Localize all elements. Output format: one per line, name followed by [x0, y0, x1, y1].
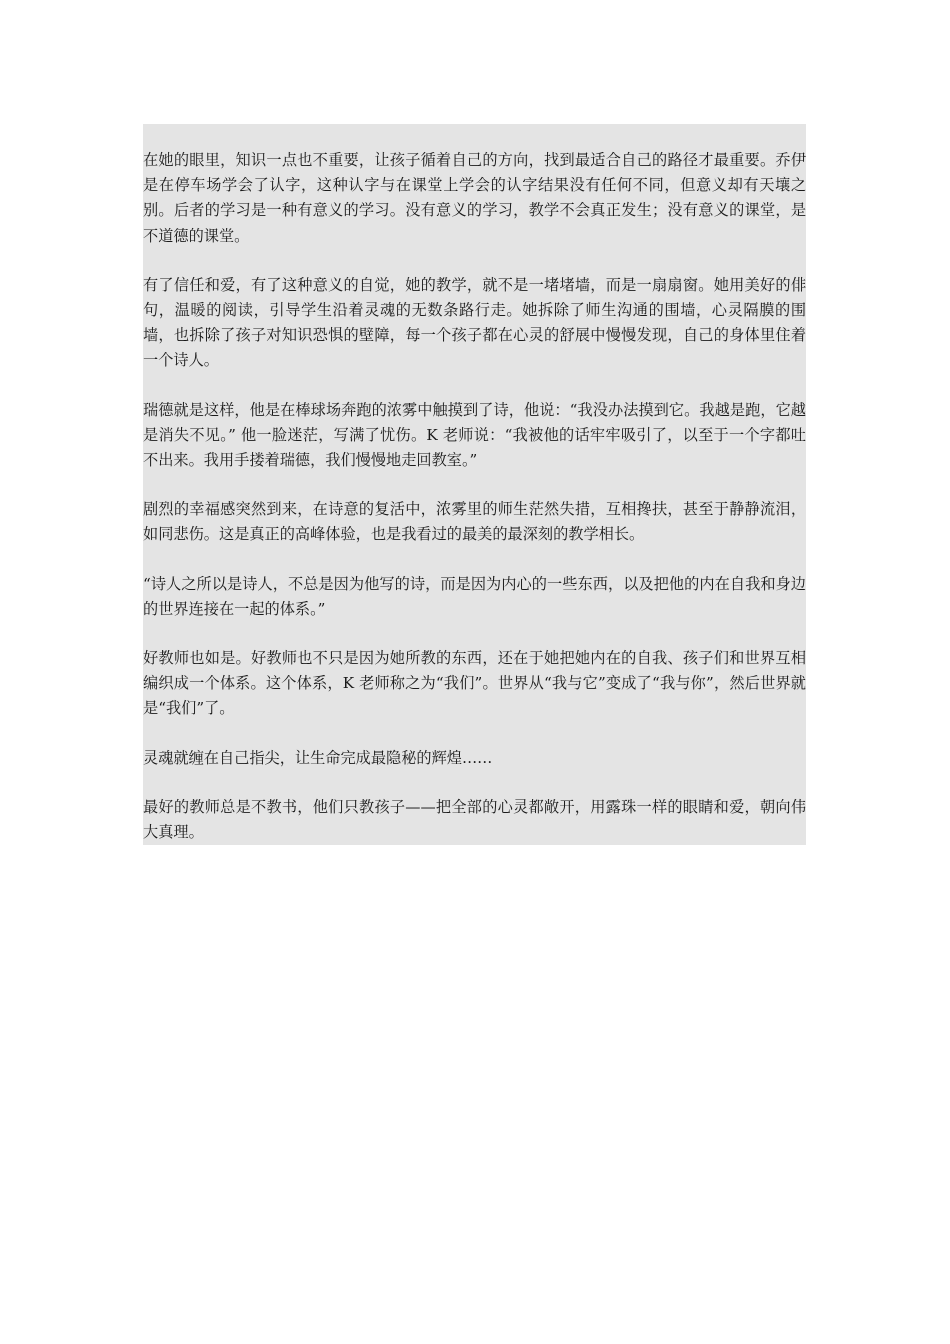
paragraph-5: “诗人之所以是诗人，不总是因为他写的诗，而是因为内心的一些东西，以及把他的内在自我和身边的世界连接在一起的体系。”: [143, 574, 806, 618]
paragraph-gap: [143, 374, 806, 398]
paragraph-gap: [143, 771, 806, 795]
paragraph-6: 好教师也如是。好教师也不只是因为她所教的东西，还在于她把她内在的自我、孩子们和世界互相编织成一个体系。这个体系，K 老师称之为“我们”。世界从“我与它”变成了“我与你”，然后世界就是“我们”了。: [143, 649, 806, 718]
paragraph-4: 剧烈的幸福感突然到来，在诗意的复活中，浓雾里的师生茫然失措，互相搀扶，甚至于静静流泪，如同悲伤。这是真正的高峰体验，也是我看过的最美的最深刻的教学相长。: [143, 500, 806, 544]
paragraph-gap: [143, 722, 806, 746]
top-blank-band: [143, 124, 806, 148]
paragraph-1: 在她的眼里，知识一点也不重要，让孩子循着自己的方向，找到最适合自己的路径才最重要。乔伊是在停车场学会了认字，这种认字与在课堂上学会的认字结果没有任何不同，但意义却有天壤之别。后者的学习是一种有意义的学习。没有意义的学习，教学不会真正发生；没有意义的课堂，是不道德的课堂。: [143, 151, 806, 245]
paragraph-8: 最好的教师总是不教书，他们只教孩子——把全部的心灵都敞开，用露珠一样的眼睛和爱，朝向伟大真理。: [143, 797, 806, 842]
paragraph-gap: [143, 622, 806, 646]
paragraph-gap: [143, 473, 806, 497]
paragraph-7: 灵魂就缠在自己指尖，让生命完成最隐秘的辉煌……: [143, 748, 493, 767]
paragraph-gap: [143, 249, 806, 273]
paragraph-2: 有了信任和爱，有了这种意义的自觉，她的教学，就不是一堵堵墙，而是一扇扇窗。她用美好的俳句，温暖的阅读，引导学生沿着灵魂的无数条路行走。她拆除了师生沟通的围墙，心灵隔膜的围墙，也拆除了孩子对知识恐惧的壁障，每一个孩子都在心灵的舒展中慢慢发现，自己的身体里住着一个诗人。: [143, 275, 806, 370]
paragraph-gap: [143, 548, 806, 572]
paragraph-3: 瑞德就是这样，他是在棒球场奔跑的浓雾中触摸到了诗，他说：“我没办法摸到它。我越是跑，它越是消失不见。” 他一脸迷茫，写满了忧伤。K 老师说：“我被他的话牢牢吸引了，以至于一个字都吐不出来。我用手搂着瑞德，我们慢慢地走回教室。”: [143, 400, 806, 470]
article-body: [143, 124, 806, 845]
